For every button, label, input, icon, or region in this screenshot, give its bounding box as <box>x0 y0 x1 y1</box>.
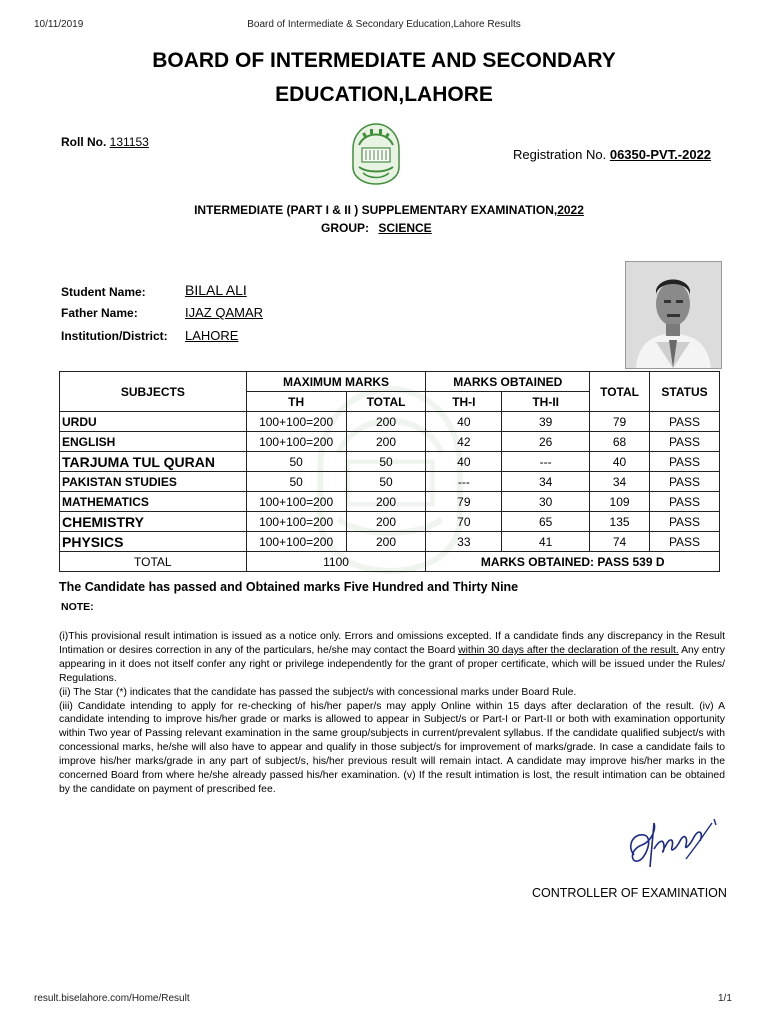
table-total-row <box>60 552 720 572</box>
total-cell: 135 <box>590 512 650 532</box>
max-total-cell: 200 <box>346 492 426 512</box>
controller-signature <box>620 815 725 875</box>
table-row <box>60 532 720 552</box>
subject-cell: ENGLISH <box>60 432 247 452</box>
th1-cell: 40 <box>426 412 502 432</box>
print-date: 10/11/2019 <box>34 19 84 30</box>
registration-number <box>513 147 711 162</box>
header-max-marks: MAXIMUM MARKS <box>246 372 426 392</box>
registration-value: 06350-PVT.-2022 <box>609 147 712 162</box>
father-name-label: Father Name: <box>61 306 138 320</box>
father-name: IJAZ QAMAR <box>185 305 264 320</box>
board-title-line2: EDUCATION,LAHORE <box>275 83 493 106</box>
note-paragraph-1 <box>59 630 725 686</box>
th1-cell: 42 <box>426 432 502 452</box>
header-status: STATUS <box>650 372 720 412</box>
status-cell: PASS <box>650 412 720 432</box>
notes-section <box>59 630 725 797</box>
th2-cell: 26 <box>502 432 590 452</box>
roll-number <box>61 135 149 149</box>
th-cell: 100+100=200 <box>246 532 346 552</box>
th-cell: 50 <box>246 452 346 472</box>
institution-label: Institution/District: <box>61 329 168 343</box>
controller-title: CONTROLLER OF EXAMINATION <box>532 886 727 900</box>
subject-cell: PAKISTAN STUDIES <box>60 472 247 492</box>
total-cell: 79 <box>590 412 650 432</box>
student-name: BILAL ALI <box>185 282 247 298</box>
max-total-cell: 200 <box>346 512 426 532</box>
exam-title-prefix: INTERMEDIATE (PART I & II ) SUPPLEMENTARY EXAMINATION, <box>194 203 558 217</box>
total-value-cell: 1100 <box>246 552 426 572</box>
marks-obtained-summary: MARKS OBTAINED: PASS 539 D <box>426 552 720 572</box>
th2-cell: 39 <box>502 412 590 432</box>
th2-cell: 30 <box>502 492 590 512</box>
total-cell: 34 <box>590 472 650 492</box>
roll-label: Roll No. <box>61 135 107 149</box>
header-marks-obtained: MARKS OBTAINED <box>426 372 590 392</box>
header-total: TOTAL <box>590 372 650 412</box>
institution-value: LAHORE <box>185 328 239 343</box>
results-table <box>59 371 720 572</box>
header-th2: TH-II <box>502 392 590 412</box>
th1-cell: 79 <box>426 492 502 512</box>
header-th1: TH-I <box>426 392 502 412</box>
subject-cell: CHEMISTRY <box>60 512 247 532</box>
th-cell: 100+100=200 <box>246 412 346 432</box>
table-row <box>60 492 720 512</box>
exam-year: 2022 <box>557 203 584 217</box>
th2-cell: 65 <box>502 512 590 532</box>
status-cell: PASS <box>650 512 720 532</box>
table-header-row <box>60 372 720 392</box>
total-cell: 40 <box>590 452 650 472</box>
max-total-cell: 200 <box>346 412 426 432</box>
th-cell: 50 <box>246 472 346 492</box>
max-total-cell: 50 <box>346 472 426 492</box>
roll-value: 131153 <box>109 135 149 149</box>
th1-cell: 70 <box>426 512 502 532</box>
total-label-cell: TOTAL <box>60 552 247 572</box>
th1-cell: --- <box>426 472 502 492</box>
print-page-title: Board of Intermediate & Secondary Education,Lahore Results <box>247 19 521 30</box>
subject-cell: TARJUMA TUL QURAN <box>60 452 247 472</box>
table-row <box>60 452 720 472</box>
status-cell: PASS <box>650 492 720 512</box>
th1-cell: 33 <box>426 532 502 552</box>
total-cell: 74 <box>590 532 650 552</box>
exam-title <box>0 203 768 217</box>
board-title-line1: BOARD OF INTERMEDIATE AND SECONDARY <box>152 49 616 72</box>
header-th: TH <box>246 392 346 412</box>
th2-cell: 41 <box>502 532 590 552</box>
note-p1-underlined: within 30 days after the declaration of the result. <box>458 644 679 656</box>
th-cell: 100+100=200 <box>246 432 346 452</box>
passed-statement: The Candidate has passed and Obtained marks Five Hundred and Thirty Nine <box>59 580 519 594</box>
status-cell: PASS <box>650 432 720 452</box>
status-cell: PASS <box>650 452 720 472</box>
note-p1-text-end: Any entry appearing in it does not itself confer any right or privilege independently for the grant of proper certificate, which will be issued under the Rules/ Regulations. <box>59 644 725 684</box>
header-subjects: SUBJECTS <box>60 372 247 412</box>
th1-cell: 40 <box>426 452 502 472</box>
note-label: NOTE: <box>61 601 94 613</box>
note-paragraph-2: (ii) The Star (*) indicates that the candidate has passed the subject/s with concessional marks under Board Rule. <box>59 686 577 698</box>
table-row <box>60 432 720 452</box>
th-cell: 100+100=200 <box>246 492 346 512</box>
th-cell: 100+100=200 <box>246 512 346 532</box>
max-total-cell: 200 <box>346 532 426 552</box>
student-photo <box>625 261 722 369</box>
exam-group <box>321 221 456 235</box>
max-total-cell: 200 <box>346 432 426 452</box>
subject-cell: PHYSICS <box>60 532 247 552</box>
print-page-number: 1/1 <box>718 993 732 1004</box>
print-url-link[interactable]: result.biselahore.com/Home/Result <box>34 993 190 1004</box>
student-name-label: Student Name: <box>61 285 146 299</box>
status-cell: PASS <box>650 532 720 552</box>
note-p1-text: (i)This provisional result intimation is issued as a notice only. Errors and omissions excepted. If a candidate finds any discrepancy in the Result Intimation or desires correction in any of the particulars, he/she may contact the Board <box>59 631 725 656</box>
board-logo <box>345 121 407 187</box>
max-total-cell: 50 <box>346 452 426 472</box>
subject-cell: MATHEMATICS <box>60 492 247 512</box>
table-row <box>60 412 720 432</box>
th2-cell: 34 <box>502 472 590 492</box>
subject-cell: URDU <box>60 412 247 432</box>
header-max-total: TOTAL <box>346 392 426 412</box>
note-paragraph-3: (iii) Candidate intending to apply for re-checking of his/her paper/s may apply Online within 15 days after declaration of the result. (iv) A candidate intending to improve his/her grade or marks is allowed to appear in Subject/s or Part-I or Part-II or both with examination opportunity within Two year of Passing relevant examination in the same group/subjects in current/prevalent syllabus. If the candidate qualified subject/s with concessional marks, he/she will also have to appear and qualify in those subject/s for improvement of marks/grade. In case a candidate fails to improve his/her marks/grade in any part of subject/s, his/her previous result will remain intact. A candidate may improve his/her marks in the concerned Board from where he/she already passed his/her examination. (v) If the result intimation is lost, the result intimation can be obtained by the candidate on payment of prescribed fee. <box>59 700 725 795</box>
table-row <box>60 472 720 492</box>
th2-cell: --- <box>502 452 590 472</box>
table-row <box>60 512 720 532</box>
total-cell: 68 <box>590 432 650 452</box>
total-cell: 109 <box>590 492 650 512</box>
status-cell: PASS <box>650 472 720 492</box>
registration-label: Registration No. <box>513 147 607 162</box>
group-value: SCIENCE <box>378 221 432 235</box>
group-label: GROUP: <box>321 221 369 235</box>
